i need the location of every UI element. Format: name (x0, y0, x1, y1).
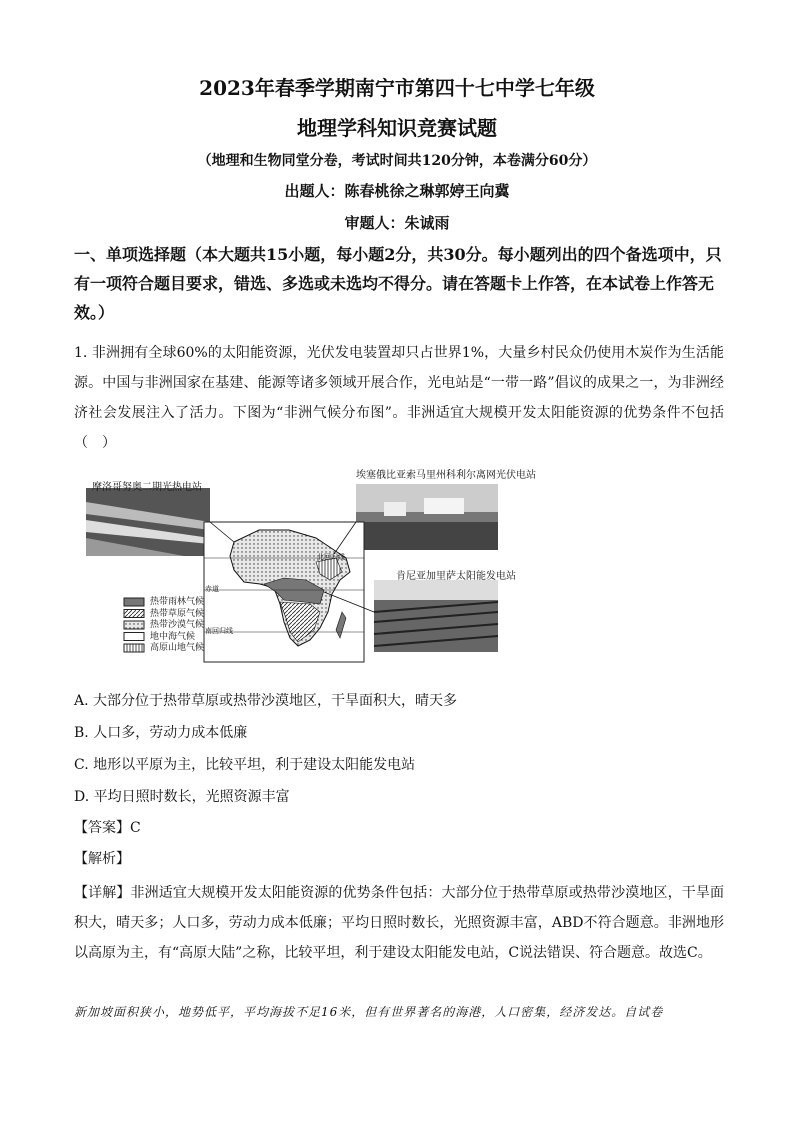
legend-item: 热带沙漠气候 (150, 620, 205, 630)
option-c: C. 地形以平原为主，比较平坦，利于建设太阳能发电站 (74, 757, 416, 773)
caption-kenya: 肯尼亚加里萨太阳能发电站 (396, 571, 516, 582)
map-legend (150, 597, 204, 655)
exam-subject-title: 地理学科知识竞赛试题 (297, 116, 497, 140)
exam-reviewer: 审题人：朱诚雨 (344, 214, 450, 232)
option-a: A. 大部分位于热带草原或热带沙漠地区，干旱面积大，晴天多 (74, 693, 458, 709)
legend-item: 热带雨林气候 (150, 597, 205, 607)
legend-item: 热带草原气候 (150, 608, 205, 619)
exam-authors: 出题人：陈春桃徐之琳郭婷王向冀 (284, 182, 510, 200)
photo-kenya (374, 580, 498, 652)
answer: 【答案】C (74, 820, 141, 836)
analysis-detail: 【详解】非洲适宜大规模开发太阳能资源的优势条件包括：大部分位于热带草原或热带沙漠地区，干旱面积大，晴天多；人口多，劳动力成本低廉；平均日照时数长，光照资源丰富，ABD不符合题意。非洲地形以高原为主，有“高原大陆”之称，比较平坦，利于建设太阳能发电站，C说法错误、符合题意。故选C。 (74, 885, 724, 961)
photo-morocco (86, 488, 210, 556)
exam-subtitle: （地理和生物同堂分卷，考试时间共120分钟，本卷满分60分） (197, 153, 597, 169)
photo-ethiopia (356, 484, 498, 550)
option-d: D. 平均日照时数长，光照资源丰富 (74, 789, 290, 805)
question-stem: 1. 非洲拥有全球60%的太阳能资源，光伏发电装置却只占世界1%，大量乡村民众仍使用木炭作为生活能源。中国与非洲国家在基建、能源等诸多领域开展合作，光电站是“一带一路”倡议的成果之一，为非洲经济社会发展注入了活力。下图为“非洲气候分布图”。非洲适宜大规模开发太阳能资源的优势条件不包括（ ） (74, 345, 724, 451)
caption-morocco: 摩洛哥努奥二期光热电站 (92, 482, 202, 493)
section-heading: 一、单项选择题（本大题共15小题，每小题2分，共30分。每小题列出的四个备选项中，只有一项符合题目要求，错选、多选或未选均不得分。请在答题卡上作答，在本试卷上作答无效。） (74, 245, 722, 322)
label-north-tropic: 北回归线 (317, 553, 345, 561)
legend-item: 高原山地气候 (150, 643, 205, 653)
analysis-label: 【解析】 (74, 851, 130, 867)
option-b: B. 人口多，劳动力成本低廉 (74, 725, 248, 741)
legend-item: 地中海气候 (150, 631, 196, 642)
handwritten-note: 新加坡面积狭小，地势低平，平均海拔不足16米，但有世界著名的海港，人口密集，经济发达。自试卷 (74, 1005, 664, 1019)
label-south-tropic: 南回归线 (205, 627, 233, 635)
label-equator: 赤道 (205, 585, 219, 593)
exam-title: 2023年春季学期南宁市第四十七中学七年级 (199, 76, 595, 100)
caption-ethiopia: 埃塞俄比亚索马里州科利尔离网光伏电站 (356, 470, 536, 481)
